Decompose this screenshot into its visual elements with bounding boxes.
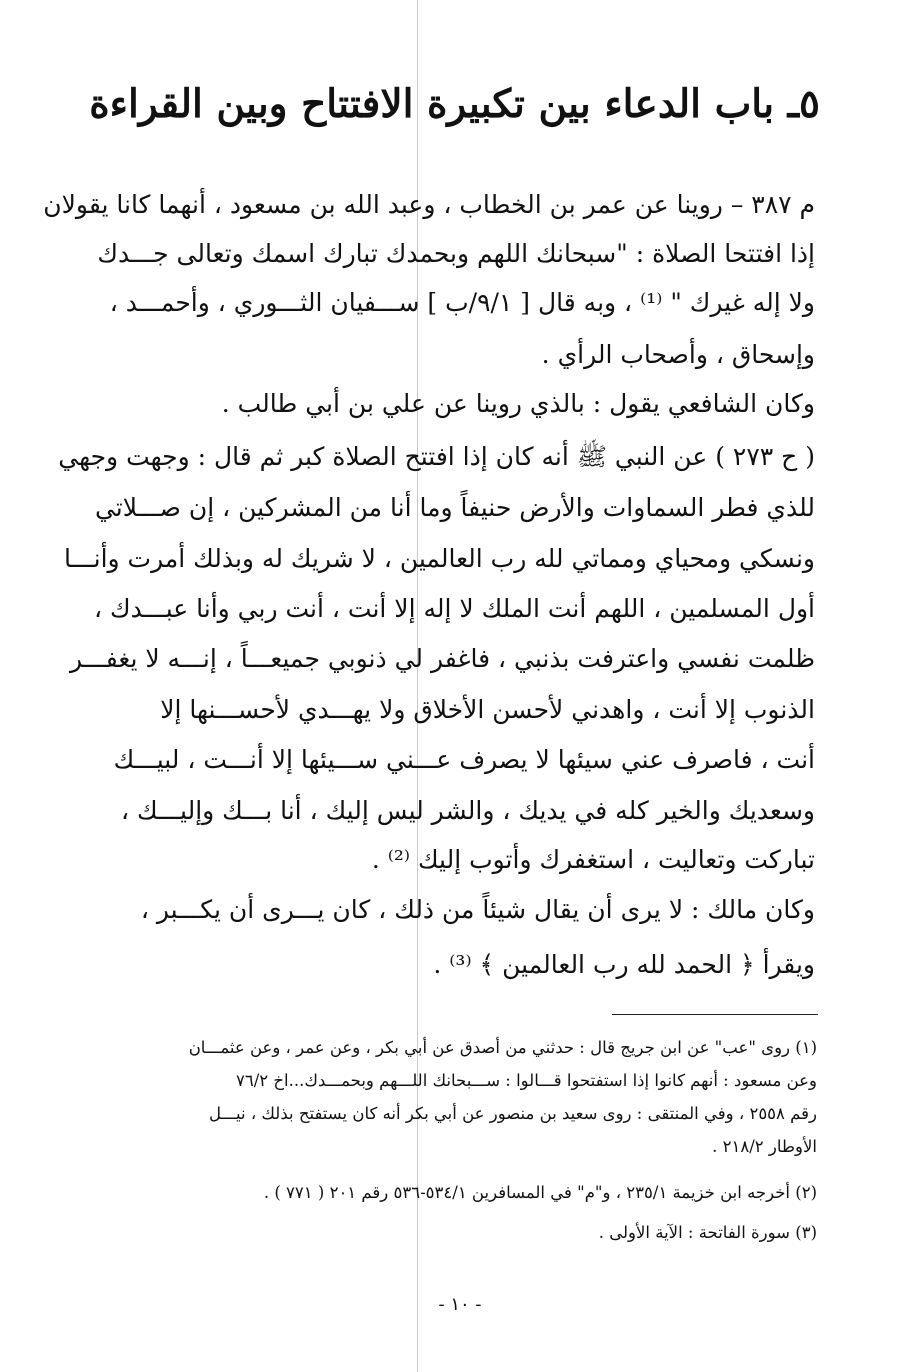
body-line: الذنوب إلا أنت ، واهدني لأحسن الأخلاق ولا يهـــدي لأحســـنها إلا (160, 695, 815, 724)
body-line: وكان مالك : لا يرى أن يقال شيئاً من ذلك ، كان يـــرى أن يكـــبر ، (140, 895, 815, 924)
body-line: وإسحاق ، وأصحاب الرأي . (541, 340, 815, 369)
footnote-line: رقم ٢٥٥٨ ، وفي المنتقى : روى سعيد بن منصور عن أبي بكر أنه كان يستفتح بذلك ، نيـــل (209, 1104, 817, 1123)
body-line: أنت ، فاصرف عني سيئها لا يصرف عـــني ســـيئها إلا أنـــت ، لبيـــك (113, 745, 815, 774)
footnote-line: وعن مسعود : أنهم كانوا إذا استفتحوا قـــالوا : ســـبحانك اللـــهم وبحمـــدك...اخ ٧٦/٢ (236, 1071, 817, 1090)
body-line: ونسكي ومحياي ومماتي لله رب العالمين ، لا شريك له وبذلك أمرت وأنـــا (64, 544, 815, 573)
chapter-title: ٥ـ باب الدعاء بين تكبيرة الافتتاح وبين القراءة (89, 81, 820, 127)
body-line: أول المسلمين ، اللهم أنت الملك لا إله إلا أنت ، أنت ربي وأنا عبـــدك ، (94, 594, 815, 623)
body-line: للذي فطر السماوات والأرض حنيفاً وما أنا من المشركين ، إن صـــلاتي (94, 493, 815, 522)
page-number: - ١٠ - (438, 1294, 482, 1315)
body-line: ظلمت نفسي واعترفت بذنبي ، فاغفر لي ذنوبي جميعـــاً ، إنـــه لا يغفـــر (69, 644, 815, 673)
footnote-line: (٢) أخرجه ابن خزيمة ٢٣٥/١ ، و"م" في المسافرين ٥٣٤/١-٥٣٦ رقم ٢٠١ ( ٧٧١ ) . (263, 1183, 817, 1202)
footnote-line: (٣) سورة الفاتحة : الآية الأولى . (598, 1223, 817, 1242)
footnote-line: الأوطار ٢١٨/٢ . (712, 1137, 817, 1156)
body-line: إذا افتتحا الصلاة : "سبحانك اللهم وبحمدك تبارك اسمك وتعالى جـــدك (97, 239, 815, 268)
body-line: وسعديك والخير كله في يديك ، والشر ليس إليك ، أنا بـــك وإليـــك ، (120, 796, 815, 825)
body-line: ولا إله غيرك " ⁽¹⁾ ، وبه قال [ ٩/١/ب ] ســـفيان الثـــوري ، وأحمـــد ، (109, 288, 815, 317)
body-line: ( ح ٢٧٣ ) عن النبي ﷺ أنه كان إذا افتتح الصلاة كبر ثم قال : وجهت وجهي (58, 442, 815, 471)
body-line: وكان الشافعي يقول : بالذي روينا عن علي بن أبي طالب . (221, 389, 815, 418)
body-line: م ٣٨٧ – روينا عن عمر بن الخطاب ، وعبد الله بن مسعود ، أنهما كانا يقولان (43, 190, 815, 219)
footnote-separator (612, 1014, 818, 1015)
footnote-line: (١) روى "عب" عن ابن جريج قال : حدثني من أصدق عن أبي بكر ، وعن عمر ، وعن عثمـــان (188, 1038, 817, 1057)
body-line: تباركت وتعاليت ، استغفرك وأتوب إليك ⁽²⁾ . (371, 845, 815, 874)
body-line: ويقرأ ﴿ الحمد لله رب العالمين ﴾ ⁽³⁾ . (433, 950, 815, 979)
